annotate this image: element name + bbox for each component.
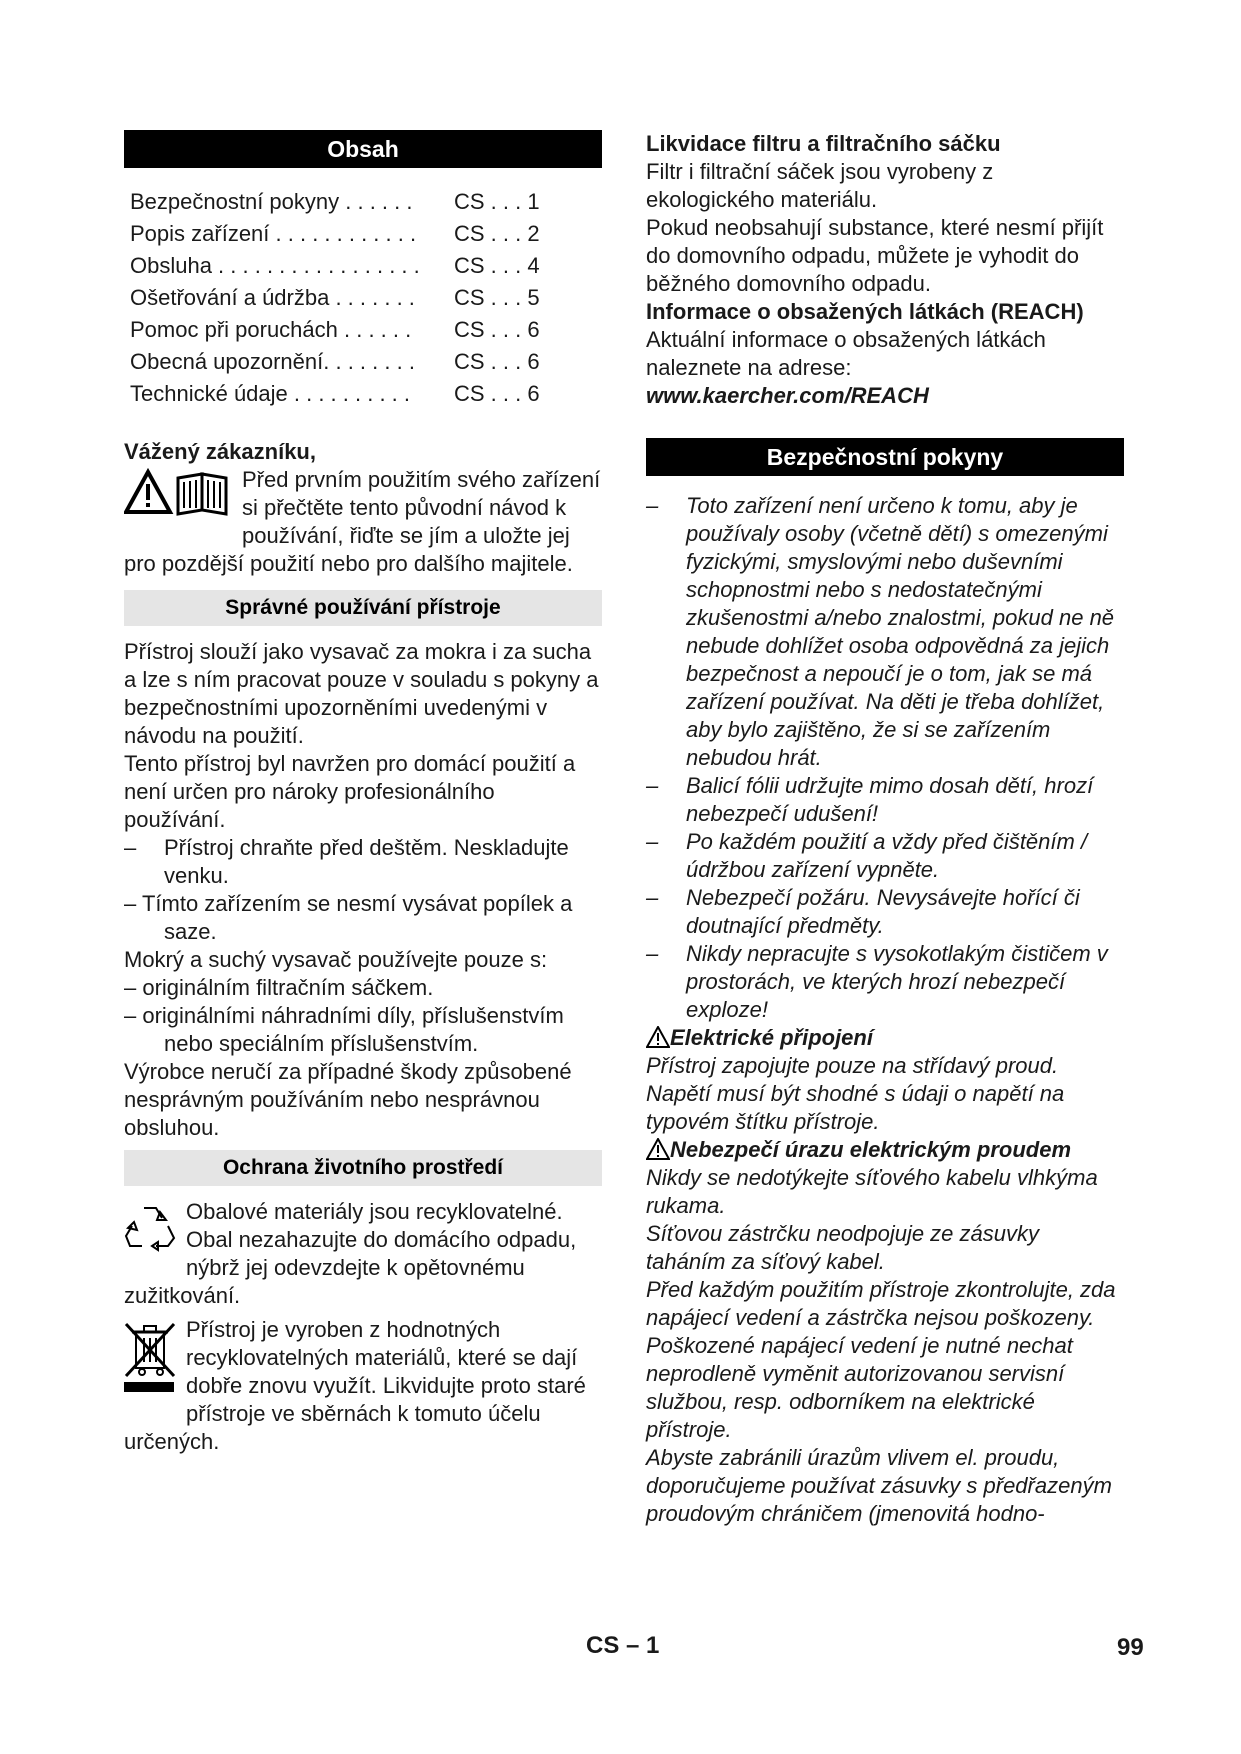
intro-text: Před prvním použitím svého zařízení si přečtěte tento původní návod k používání, řiďte se jím a uložte jej pro pozdější použití nebo pro dalšího majitele. [124, 467, 601, 576]
shock-paragraph-1: Nikdy se nedotýkejte síťového kabelu vlhkýma rukama. [646, 1165, 1098, 1218]
filter-paragraph-2: Pokud neobsahují substance, které nesmí přijít do domovního odpadu, můžete je vyhodit do běžného domovního odpadu. [646, 215, 1104, 296]
safety-item: – Nikdy nepracujte s vysokotlakým čističem v prostorách, ve kterých hrozí nebezpečí exploze! [646, 940, 1124, 1024]
warning-icon [646, 1138, 670, 1160]
env-block-1 [124, 1198, 602, 1310]
toc-entry[interactable] [130, 282, 602, 314]
safety-item-text: Nebezpečí požáru. Nevysávejte hořící či doutnající předměty. [686, 885, 1080, 938]
use-dash-item-3: – originálním filtračním sáčkem. [124, 975, 434, 1000]
toc-entry-page: CS . . . 6 [454, 349, 540, 374]
page-number: 99 [1117, 1634, 1144, 1661]
use-dash-text: Přístroj chraňte před deštěm. Neskladujte venku. [164, 835, 569, 888]
table-of-contents [130, 186, 602, 410]
toc-entry-page: CS . . . 2 [454, 221, 540, 246]
safety-item: – Po každém použití a vždy před čištěním / údržbou zařízení vypněte. [646, 828, 1124, 884]
toc-entry-page: CS . . . 6 [454, 317, 540, 342]
toc-entry-title: Obsluha . . . . . . . . . . . . . . . . . [130, 253, 420, 278]
shock-heading-text: Nebezpečí úrazu elektrickým proudem [670, 1137, 1072, 1162]
toc-entry-page: CS . . . 5 [454, 285, 540, 310]
toc-heading: Obsah [124, 130, 602, 168]
use-paragraph-2: Tento přístroj byl navržen pro domácí použití a není určen pro nároky profesionálního používání. [124, 751, 576, 832]
shock-paragraph-3: Před každým použitím přístroje zkontrolujte, zda napájecí vedení a zástrčka nejsou poškozeny. Poškozené napájecí vedení je nutné nechat neprodleně vyměnit autorizovanou servisní službou, resp. odborníkem na elektrické přístroje. [646, 1277, 1116, 1442]
toc-entry[interactable] [130, 250, 602, 282]
safety-item-text: Balicí fólii udržujte mimo dosah dětí, hrozí nebezpečí udušení! [686, 773, 1094, 826]
elec-heading-text: Elektrické připojení [670, 1025, 873, 1050]
use-paragraph-1: Přístroj slouží jako vysavač za mokra i za sucha a lze s ním pracovat pouze v souladu s pokyny a bezpečnostními upozorněními uvedenými v návodu na použití. [124, 639, 599, 748]
right-column [646, 130, 1124, 1528]
toc-entry-title: Bezpečnostní pokyny . . . . . . [130, 189, 413, 214]
env-block-2 [124, 1316, 602, 1456]
safety-item-text: Po každém použití a vždy před čištěním / údržbou zařízení vypněte. [686, 829, 1088, 882]
toc-entry-title: Pomoc při poruchách . . . . . . [130, 317, 412, 342]
toc-entry-page: CS . . . 1 [454, 189, 540, 214]
toc-entry-title: Popis zařízení . . . . . . . . . . . . [130, 221, 417, 246]
warning-manual-icon [124, 468, 232, 523]
toc-entry-page: CS . . . 6 [454, 381, 540, 406]
use-paragraph-3: Mokrý a suchý vysavač používejte pouze s: [124, 947, 548, 972]
toc-entry[interactable] [130, 314, 602, 346]
toc-entry-title: Obecná upozornění. . . . . . . . [130, 349, 415, 374]
use-paragraph-4: Výrobce neručí za případné škody způsobené nesprávným používáním nebo nesprávnou obsluhou. [124, 1059, 572, 1140]
greeting-heading: Vážený zákazníku, [124, 439, 316, 464]
filter-heading: Likvidace filtru a filtračního sáčku [646, 131, 1001, 156]
shock-paragraph-4: Abyste zabránili úrazům vlivem el. proudu, doporučujeme používat zásuvky s předřazeným proudovým chráničem (jmenovitá hodno- [646, 1445, 1112, 1526]
toc-entry-title: Technické údaje . . . . . . . . . . [130, 381, 411, 406]
elec-paragraph-2: Napětí musí být shodné s údaji o napětí na typovém štítku přístroje. [646, 1081, 1065, 1134]
section-page-label: CS – 1 [586, 1632, 660, 1659]
use-dash-item-2: – Tímto zařízením se nesmí vysávat popílek a saze. [124, 891, 573, 944]
safety-item: – Nebezpečí požáru. Nevysávejte hořící či doutnající předměty. [646, 884, 1124, 940]
safety-item: – Balicí fólii udržujte mimo dosah dětí, hrozí nebezpečí udušení! [646, 772, 1124, 828]
env-paragraph-2: Přístroj je vyroben z hodnotných recyklovatelných materiálů, které se dají dobře znovu využít. Likvidujte proto staré přístroje ve sběrnách k tomuto účelu určených. [124, 1317, 586, 1454]
env-heading: Ochrana životního prostředí [124, 1150, 602, 1186]
toc-entry[interactable] [130, 346, 602, 378]
toc-entry[interactable] [130, 378, 602, 410]
crossed-bin-icon [124, 1320, 176, 1401]
toc-entry-title: Ošetřování a údržba . . . . . . . [130, 285, 415, 310]
elec-heading [646, 1024, 1124, 1052]
toc-entry[interactable] [130, 218, 602, 250]
shock-paragraph-2: Síťovou zástrčku neodpojuje ze zásuvky taháním za síťový kabel. [646, 1221, 1040, 1274]
toc-entry-page: CS . . . 4 [454, 253, 540, 278]
toc-entry[interactable] [130, 186, 602, 218]
reach-heading: Informace o obsažených látkách (REACH) [646, 299, 1084, 324]
use-heading: Správné používání přístroje [124, 590, 602, 626]
shock-heading [646, 1136, 1124, 1164]
elec-paragraph-1: Přístroj zapojujte pouze na střídavý proud. [646, 1053, 1059, 1078]
recycle-icon [124, 1202, 176, 1259]
left-column [124, 130, 602, 1456]
env-paragraph-1: Obalové materiály jsou recyklovatelné. Obal nezahazujte do domácího odpadu, nýbrž jej odevzdejte k opětovnému zužitkování. [124, 1199, 577, 1308]
warning-icon [646, 1026, 670, 1048]
safety-item-text: Toto zařízení není určeno k tomu, aby je používaly osoby (včetně dětí) s omezenými fyzickými, smyslovými nebo duševními schopnostmi nebo s nedostatečnými zkušenostmi a/nebo znalostmi, pokud ne ně nebude dohlížet osoba odpovědná za jejich bezpečnost a nepoučí je o tom, jak se má zařízení používat. Na děti je třeba dohlížet, aby bylo zajištěno, že si se zařízením nebudou hrát. [686, 493, 1115, 770]
safety-heading: Bezpečnostní pokyny [646, 438, 1124, 476]
safety-item-text: Nikdy nepracujte s vysokotlakým čističem v prostorách, ve kterých hrozí nebezpečí exploze! [686, 941, 1108, 1022]
safety-item: – Toto zařízení není určeno k tomu, aby je používaly osoby (včetně dětí) s omezenými fyzickými, smyslovými nebo duševními schopnostmi nebo s nedostatečnými zkušenostmi a/nebo znalostmi, pokud ne ně nebude dohlížet osoba odpovědná za jejich bezpečnost a nepoučí je o tom, jak se má zařízení používat. Na děti je třeba dohlížet, aby bylo zajištěno, že si se zařízením nebudou hrát. [646, 492, 1124, 772]
reach-url-link[interactable]: www.kaercher.com/REACH [646, 383, 929, 408]
use-dash-item: – Přístroj chraňte před deštěm. Neskladujte venku. [124, 834, 602, 890]
use-dash-item-4: – originálními náhradními díly, příslušenstvím nebo speciálním příslušenstvím. [124, 1003, 564, 1056]
intro-block [124, 466, 602, 578]
filter-paragraph-1: Filtr i filtrační sáček jsou vyrobeny z ekologického materiálu. [646, 159, 994, 212]
reach-paragraph: Aktuální informace o obsažených látkách naleznete na adrese: [646, 327, 1046, 380]
